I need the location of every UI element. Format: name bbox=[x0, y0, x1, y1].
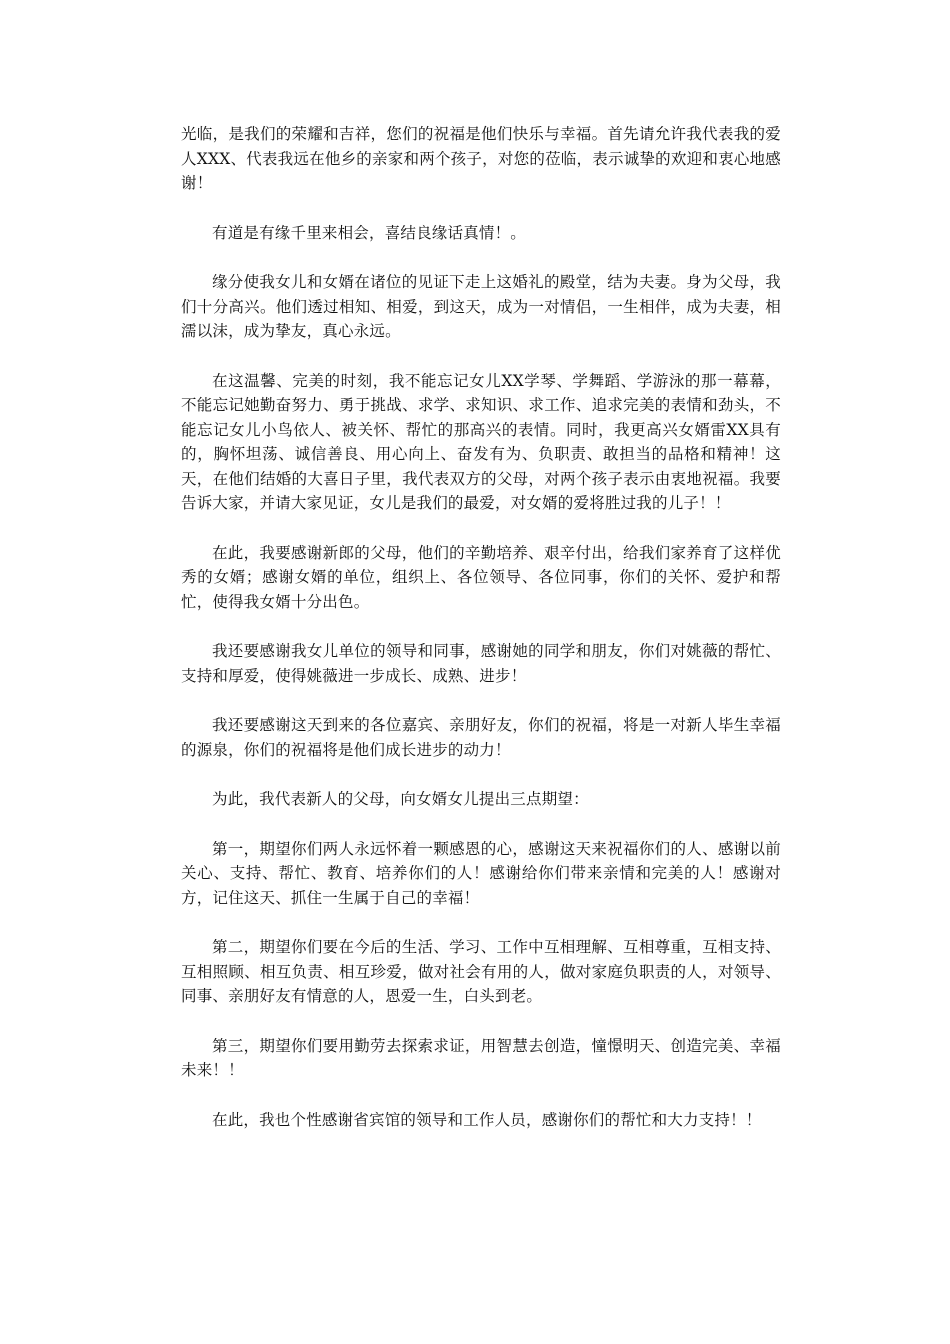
paragraph-5: 在此，我要感谢新郎的父母，他们的辛勤培养、艰辛付出，给我们家养育了这样优秀的女婿；感谢女婿的单位，组织上、各位领导、各位同事，你们的关怀、爱护和帮忙，使得我女婿十分出色。 bbox=[181, 543, 781, 611]
paragraph-10: 第二，期望你们要在今后的生活、学习、工作中互相理解、互相尊重，互相支持、互相照顾、相互负责、相互珍爱，做对社会有用的人，做对家庭负职责的人，对领导、同事、亲朋好友有情意的人，恩爱一生，白头到老。 bbox=[181, 938, 781, 1005]
paragraph-12: 在此，我也个性感谢省宾馆的领导和工作人员，感谢你们的帮忙和大力支持！！ bbox=[212, 1110, 762, 1129]
paragraph-1: 光临，是我们的荣耀和吉祥，您们的祝福是他们快乐与幸福。首先请允许我代表我的爱人XXX、代表我远在他乡的亲家和两个孩子，对您的莅临，表示诚挚的欢迎和衷心地感谢！ bbox=[181, 125, 781, 192]
document-body bbox=[181, 122, 781, 1157]
paragraph-11: 第三，期望你们要用勤劳去探索求证，用智慧去创造，憧憬明天、创造完美、幸福未来！！ bbox=[181, 1036, 781, 1079]
paragraph-4: 在这温馨、完美的时刻，我不能忘记女儿XX学琴、学舞蹈、学游泳的那一幕幕，不能忘记她勤奋努力、勇于挑战、求学、求知识、求工作、追求完美的表情和劲头，不能忘记女儿小鸟依人、被关怀、帮忙的那高兴的表情。同时，我更高兴女婿雷XX具有的，胸怀坦荡、诚信善良、用心向上、奋发有为、负职责、敢担当的品格和精神！这天，在他们结婚的大喜日子里，我代表双方的父母，对两个孩子表示由衷地祝福。我要告诉大家，并请大家见证，女儿是我们的最爱，对女婿的爱将胜过我的儿子！！ bbox=[181, 371, 781, 512]
paragraph-3: 缘分使我女儿和女婿在诸位的见证下走上这婚礼的殿堂，结为夫妻。身为父母，我们十分高兴。他们透过相知、相爱，到这天，成为一对情侣，一生相伴，成为夫妻，相濡以沫，成为挚友，真心永远。 bbox=[181, 273, 781, 340]
paragraph-6: 我还要感谢我女儿单位的领导和同事，感谢她的同学和朋友，你们对姚薇的帮忙、支持和厚爱，使得姚薇进一步成长、成熟、进步！ bbox=[181, 642, 781, 685]
paragraph-8: 为此，我代表新人的父母，向女婿女儿提出三点期望： bbox=[212, 790, 589, 808]
paragraph-7: 我还要感谢这天到来的各位嘉宾、亲朋好友，你们的祝福，将是一对新人毕生幸福的源泉，你们的祝福将是他们成长进步的动力！ bbox=[181, 716, 781, 759]
paragraph-9: 第一，期望你们两人永远怀着一颗感恩的心，感谢这天来祝福你们的人、感谢以前关心、支持、帮忙、教育、培养你们的人！感谢给你们带来亲情和完美的人！感谢对方，记住这天、抓住一生属于自己的幸福！ bbox=[181, 839, 781, 907]
paragraph-2: 有道是有缘千里来相会，喜结良缘话真情！。 bbox=[212, 223, 527, 242]
